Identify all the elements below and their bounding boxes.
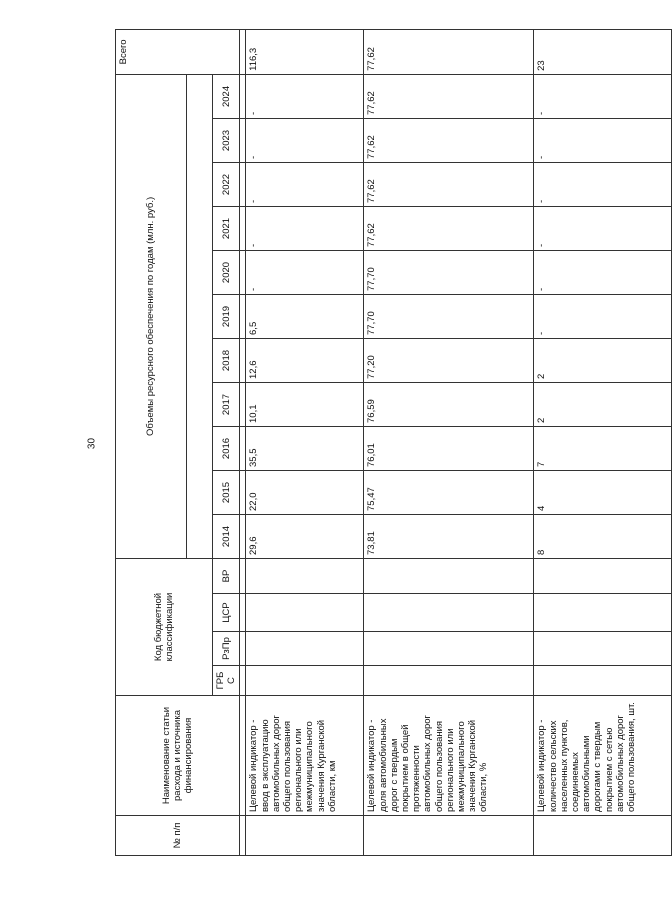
total-cell: 116,3 xyxy=(246,29,364,74)
row-name: Целевой индикатор - доля автомобильных дорог с твердым покрытием в общей протяженности автомобильных дорог общего пользования регионального или межмуниципального значения Курганской области, % xyxy=(364,696,534,816)
value-cell: - xyxy=(534,74,672,118)
value-cell: 12,6 xyxy=(246,338,364,382)
header-year: 2020 xyxy=(213,250,240,294)
header-year: 2018 xyxy=(213,338,240,382)
value-cell: - xyxy=(534,118,672,162)
value-cell: 77,20 xyxy=(364,338,534,382)
value-cell: 77,62 xyxy=(364,206,534,250)
value-cell: 35,5 xyxy=(246,426,364,470)
table-row xyxy=(246,29,364,855)
code-cell xyxy=(534,558,672,593)
code-cell xyxy=(246,558,364,593)
header-year: 2014 xyxy=(213,514,240,558)
code-cell xyxy=(364,558,534,593)
total-cell: 77,62 xyxy=(364,29,534,74)
page-number: 30 xyxy=(86,437,98,450)
value-cell: 8 xyxy=(534,514,672,558)
header-budget-code: Код бюджетной классификации xyxy=(116,558,213,695)
value-cell: 75,47 xyxy=(364,470,534,514)
value-cell: - xyxy=(246,118,364,162)
resource-table xyxy=(115,29,672,856)
header-code-vr: ВР xyxy=(213,558,240,593)
code-cell xyxy=(534,594,672,632)
value-cell: 77,70 xyxy=(364,294,534,338)
value-cell: 73,81 xyxy=(364,514,534,558)
value-cell: 6,5 xyxy=(246,294,364,338)
row-num xyxy=(246,816,364,856)
header-year: 2021 xyxy=(213,206,240,250)
value-cell: - xyxy=(246,74,364,118)
header-total: Всего xyxy=(116,29,240,74)
header-year: 2022 xyxy=(213,162,240,206)
value-cell: 77,62 xyxy=(364,162,534,206)
header-name: Наименование статьи расхода и источника финансирования xyxy=(116,696,240,816)
row-num xyxy=(364,816,534,856)
value-cell: - xyxy=(534,294,672,338)
value-cell: - xyxy=(246,206,364,250)
header-year: 2023 xyxy=(213,118,240,162)
value-cell: 77,70 xyxy=(364,250,534,294)
header-year: 2017 xyxy=(213,382,240,426)
value-cell: 2 xyxy=(534,338,672,382)
value-cell: - xyxy=(534,206,672,250)
header-code-csr: ЦСР xyxy=(213,594,240,632)
code-cell xyxy=(534,632,672,666)
code-cell xyxy=(534,666,672,696)
value-cell: 22,0 xyxy=(246,470,364,514)
table-row xyxy=(534,29,672,855)
header-year: 2024 xyxy=(213,74,240,118)
value-cell: 29,6 xyxy=(246,514,364,558)
value-cell: - xyxy=(534,250,672,294)
value-cell: 76,01 xyxy=(364,426,534,470)
row-name: Целевой индикатор - количество сельских населенных пунктов, соединяемых автомобильными дорогами с твердым покрытием с сетью автомобильных дорог общего пользования, шт. xyxy=(534,696,672,816)
code-cell xyxy=(246,666,364,696)
code-cell xyxy=(364,594,534,632)
value-cell: 77,62 xyxy=(364,74,534,118)
value-cell: 7 xyxy=(534,426,672,470)
header-code-grbs: ГРБС xyxy=(213,666,240,696)
header-year: 2019 xyxy=(213,294,240,338)
code-cell xyxy=(364,632,534,666)
value-cell: 10,1 xyxy=(246,382,364,426)
value-cell: 76,59 xyxy=(364,382,534,426)
value-cell: 4 xyxy=(534,470,672,514)
value-cell: - xyxy=(246,162,364,206)
header-year: 2016 xyxy=(213,426,240,470)
value-cell: 77,62 xyxy=(364,118,534,162)
header-num: № п/п xyxy=(116,816,240,856)
value-cell: - xyxy=(534,162,672,206)
value-cell: - xyxy=(246,250,364,294)
table-viewport xyxy=(115,30,638,856)
header-code-rzpr: РзПр xyxy=(213,632,240,666)
row-name: Целевой индикатор - ввод в эксплуатацию автомобильных дорог общего пользования регионального или межмуниципального значения Курганской области, км xyxy=(246,696,364,816)
total-cell: 23 xyxy=(534,29,672,74)
value-cell: 2 xyxy=(534,382,672,426)
header-year: 2015 xyxy=(213,470,240,514)
header-row-1 xyxy=(116,29,187,855)
table-row xyxy=(364,29,534,855)
row-num xyxy=(534,816,672,856)
header-volumes-spacer xyxy=(187,74,213,558)
code-cell xyxy=(364,666,534,696)
code-cell xyxy=(246,594,364,632)
header-volumes: Объемы ресурсного обеспечения по годам (млн. руб.) xyxy=(116,74,187,558)
budget-table-sheet xyxy=(115,30,638,856)
code-cell xyxy=(246,632,364,666)
